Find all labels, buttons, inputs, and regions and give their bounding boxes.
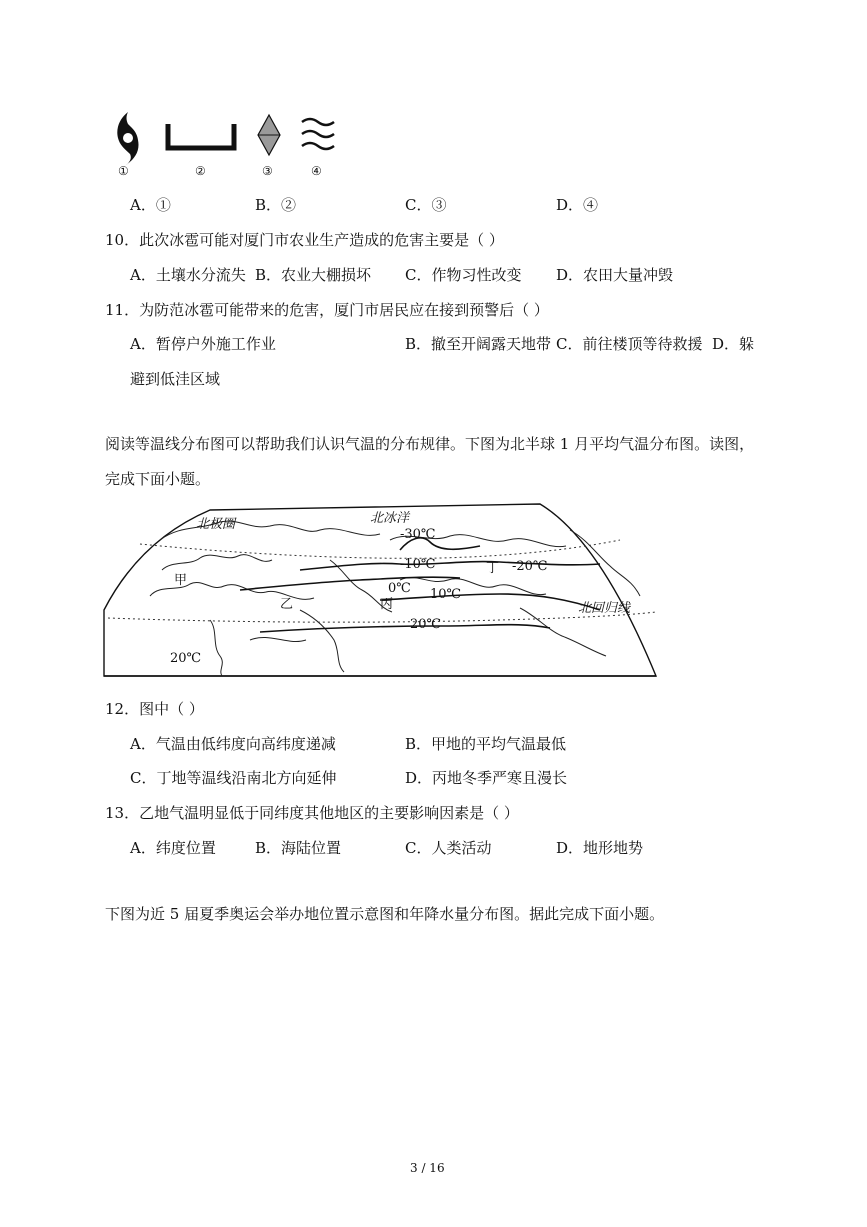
q9-option-b: B．② xyxy=(255,196,297,214)
q13-option-b: B．海陆位置 xyxy=(255,839,342,857)
intro-paragraph-2: 下图为近 5 届夏季奥运会举办地位置示意图和年降水量分布图。据此完成下面小题。 xyxy=(105,905,665,923)
q11-option-a: A．暂停户外施工作业 xyxy=(130,335,276,353)
map-label-iso-10: 10℃ xyxy=(430,587,462,602)
wavy-lines-icon xyxy=(300,114,336,154)
intro-paragraph-1-line-2: 完成下面小题。 xyxy=(105,470,211,488)
q9-option-a: A．① xyxy=(130,196,171,214)
map-label-arctic-circle: 北极圈 xyxy=(196,517,236,532)
q9-option-c: C．③ xyxy=(405,196,447,214)
map-label-iso-20-center: 20℃ xyxy=(410,617,442,632)
q10-option-c: C．作物习性改变 xyxy=(405,266,522,284)
q12-option-d: D．丙地冬季严寒且漫长 xyxy=(405,769,568,787)
q13-option-d: D．地形地势 xyxy=(556,839,644,857)
map-label-arctic-ocean: 北冰洋 xyxy=(370,511,410,526)
q11-option-b: B．撤至开阔露天地带 xyxy=(405,335,552,353)
map-label-iso-0: 0℃ xyxy=(388,581,411,596)
map-label-yi: 乙 xyxy=(280,597,294,612)
q12-option-b: B．甲地的平均气温最低 xyxy=(405,735,567,753)
q13-option-a: A．纬度位置 xyxy=(130,839,216,857)
q12-option-c: C．丁地等温线沿南北方向延伸 xyxy=(130,769,337,787)
map-label-tropic: 北回归线 xyxy=(578,601,631,616)
q11-option-d: D．躲 xyxy=(712,335,755,353)
q11-stem: 11．为防范冰雹可能带来的危害，厦门市居民应在接到预警后（ ） xyxy=(105,301,549,319)
q10-option-a: A．土壤水分流失 xyxy=(130,266,246,284)
q11-option-c: C．前往楼顶等待救援 xyxy=(556,335,703,353)
q13-stem: 13．乙地气温明显低于同纬度其他地区的主要影响因素是（ ） xyxy=(105,804,519,822)
symbol-label-4: ④ xyxy=(311,164,322,178)
symbol-label-1: ① xyxy=(118,164,129,178)
map-label-iso-minus-20: -20℃ xyxy=(512,559,548,574)
map-label-ding: 丁 xyxy=(486,561,500,576)
page-number: 3 / 16 xyxy=(410,1161,445,1175)
map-label-iso-20-left: 20℃ xyxy=(170,651,202,666)
q13-option-c: C．人类活动 xyxy=(405,839,492,857)
q10-stem: 10．此次冰雹可能对厦门市农业生产造成的危害主要是（ ） xyxy=(105,231,504,249)
typhoon-icon xyxy=(110,110,146,166)
q12-stem: 12．图中（ ） xyxy=(105,700,204,718)
bracket-icon xyxy=(165,122,237,152)
symbol-label-2: ② xyxy=(195,164,206,178)
q11-option-d-continuation: 避到低洼区域 xyxy=(130,370,221,388)
symbol-label-3: ③ xyxy=(262,164,273,178)
isotherm-map xyxy=(100,500,660,680)
q9-option-d: D．④ xyxy=(556,196,599,214)
map-label-bing: 丙 xyxy=(380,597,394,612)
q10-option-b: B．农业大棚损坏 xyxy=(255,266,372,284)
map-label-iso-minus-10: -10℃ xyxy=(400,557,436,572)
map-label-iso-minus-30: -30℃ xyxy=(400,527,436,542)
diamond-icon xyxy=(256,113,282,157)
intro-paragraph-1-line-1: 阅读等温线分布图可以帮助我们认识气温的分布规律。下图为北半球 1 月平均气温分布图。读图， xyxy=(105,435,755,453)
q12-option-a: A．气温由低纬度向高纬度递减 xyxy=(130,735,336,753)
q10-option-d: D．农田大量冲毁 xyxy=(556,266,674,284)
map-label-jia: 甲 xyxy=(174,573,188,588)
